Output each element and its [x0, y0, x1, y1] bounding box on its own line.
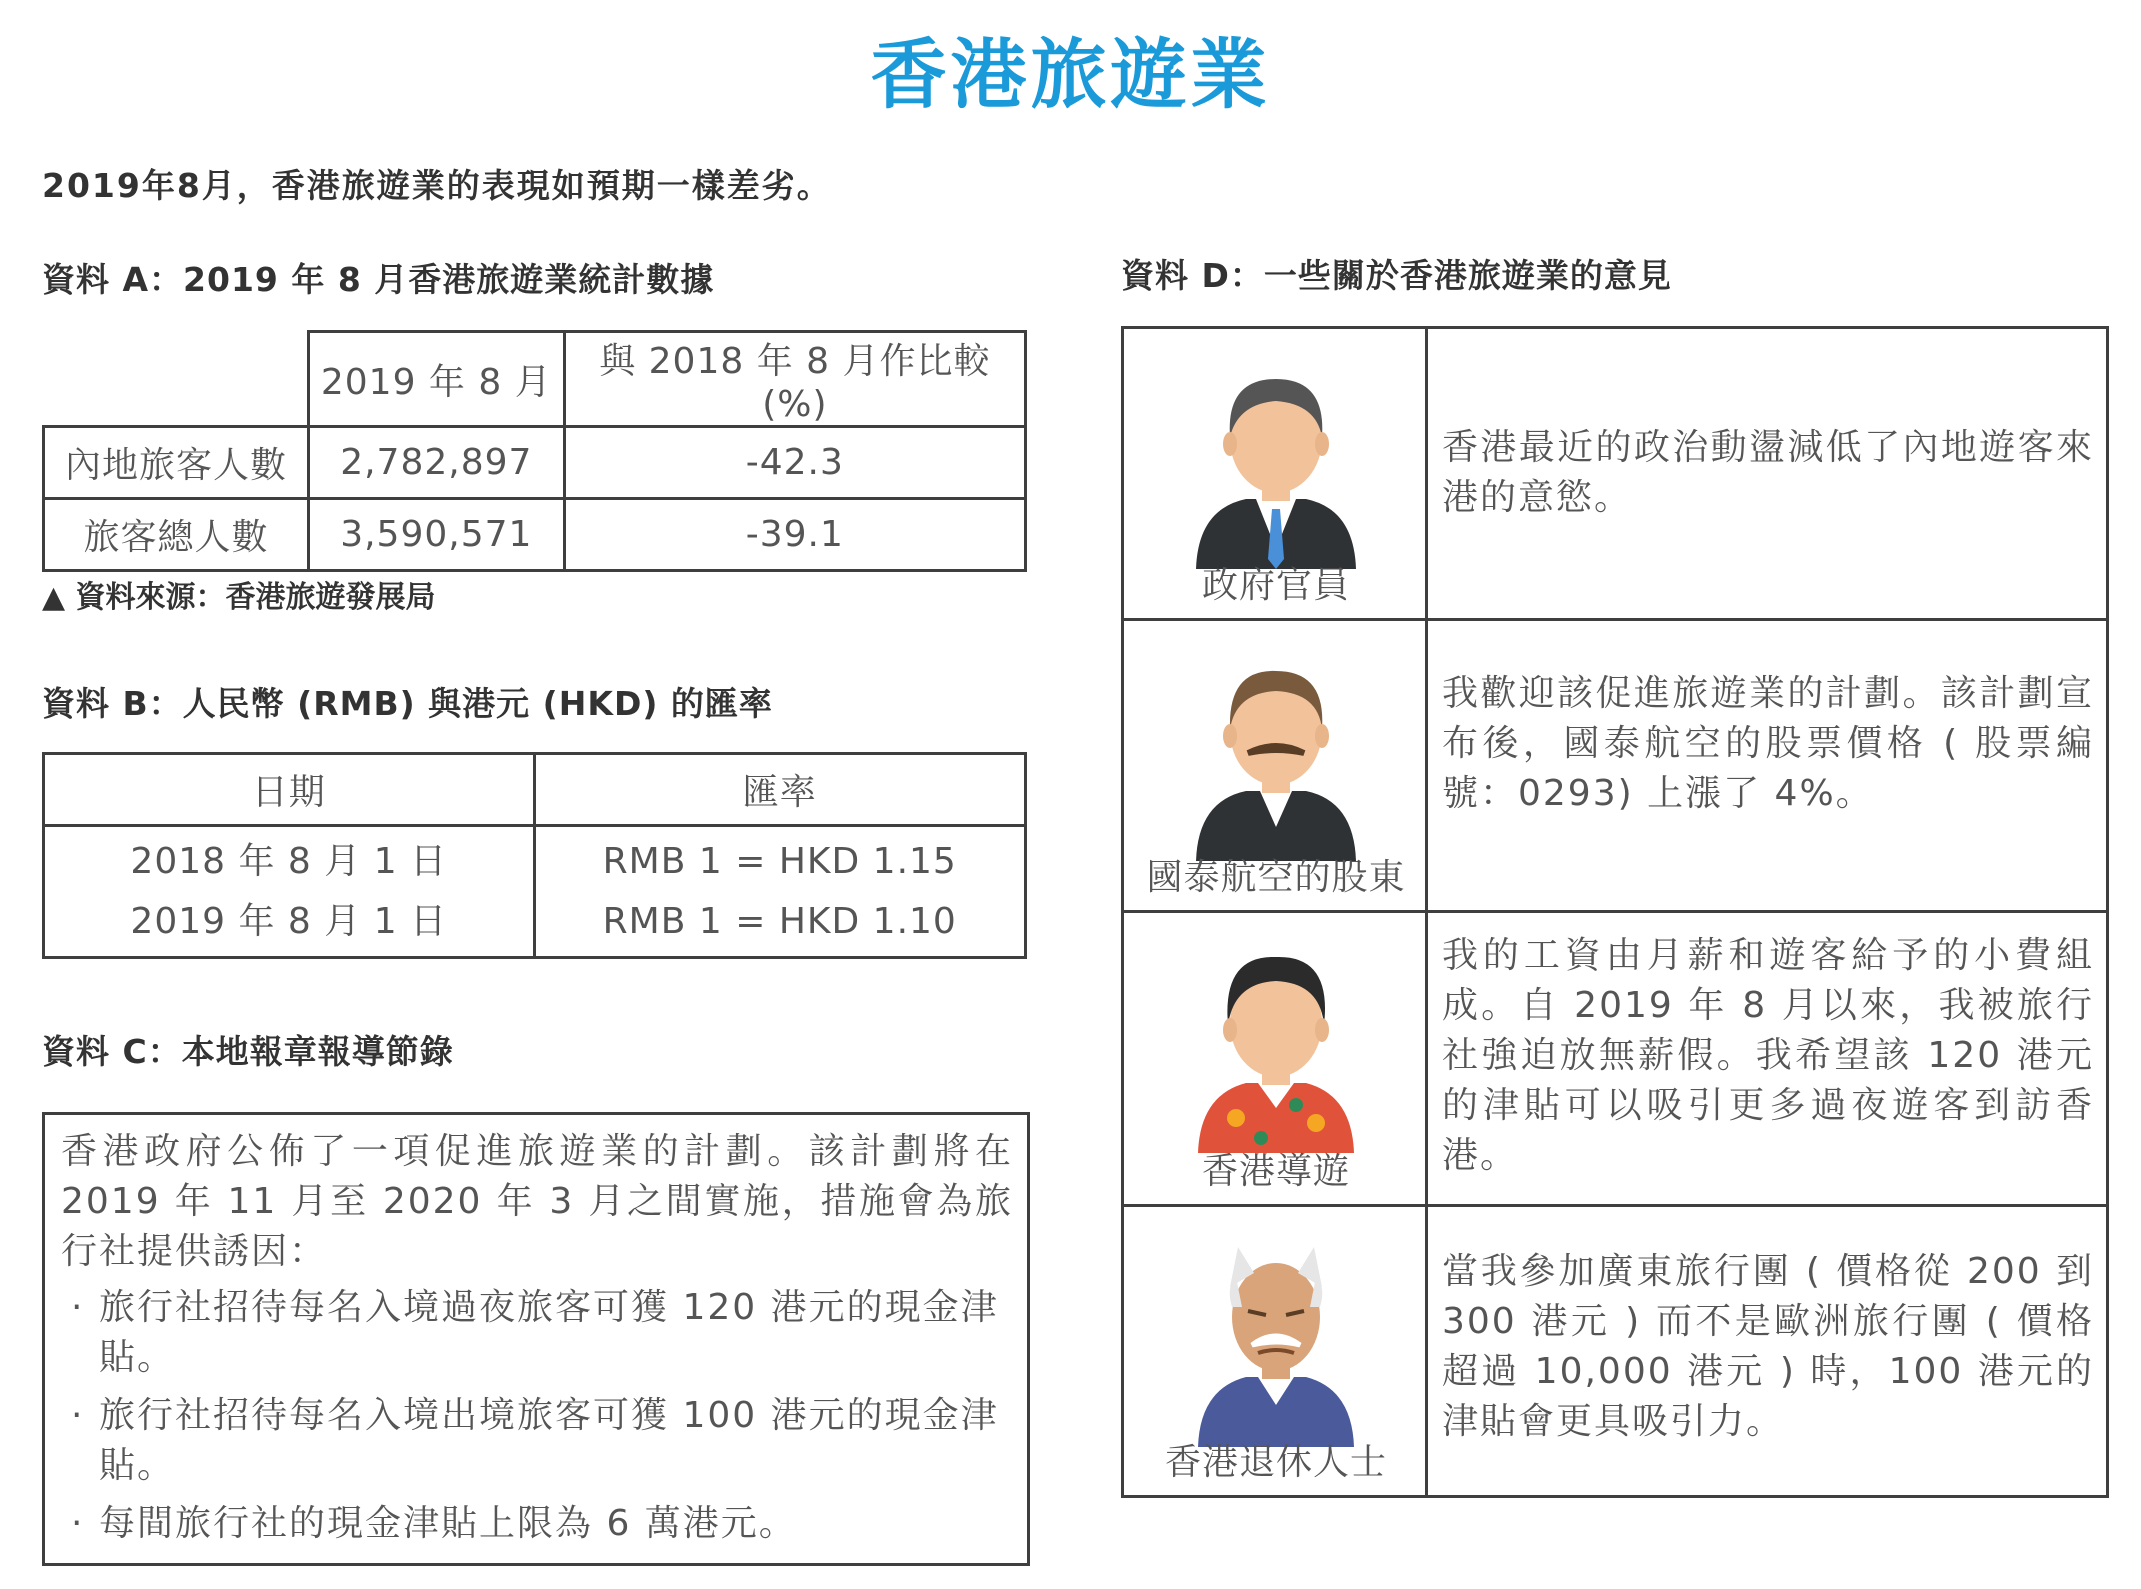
opinion-text: 香港最近的政治動盪減低了內地遊客來港的意慾。	[1442, 427, 2094, 518]
opinion-row	[1124, 621, 2106, 913]
source-a-col-header: 與 2018 年 8 月作比較 (%)	[564, 332, 1025, 427]
table-row	[44, 826, 1026, 958]
source-b-table	[42, 752, 1027, 959]
opinions-table	[1121, 326, 2109, 1498]
opinion-row	[1124, 1207, 2106, 1495]
retiree-avatar-icon	[1172, 1227, 1380, 1447]
source-a-empty-corner	[44, 332, 309, 427]
source-a-col-header: 2019 年 8 月	[308, 332, 564, 427]
opinion-text: 我的工資由月薪和遊客給予的小費組成。自 2019 年 8 月以來，我被旅行社強迫放無薪假。我希望該 120 港元的津貼可以吸引更多過夜遊客到訪香港。	[1442, 935, 2094, 1176]
opinion-person	[1124, 329, 1428, 618]
news-paragraph: 香港政府公佈了一項促進旅遊業的計劃。該計劃將在 2019 年 11 月至 2020 年 3 月之間實施，措施會為旅行社提供誘因：	[61, 1131, 1013, 1272]
row-label: 旅客總人數	[44, 499, 309, 571]
table-row	[44, 427, 1026, 499]
source-a-table	[42, 330, 1027, 572]
dates-cell	[44, 826, 535, 958]
date-value: 2018 年 8 月 1 日	[130, 840, 448, 882]
source-note: ▲ 資料來源：香港旅遊發展局	[42, 580, 436, 615]
person-label: 政府官員	[1201, 565, 1350, 606]
opinion-person	[1124, 913, 1428, 1204]
rates-cell	[534, 826, 1025, 958]
source-c-heading: 資料 C：本地報章報導節錄	[42, 1032, 454, 1071]
opinion-person	[1124, 1207, 1428, 1495]
list-item-text: 旅行社招待每名入境出境旅客可獲 100 港元的現金津貼。	[99, 1395, 999, 1486]
list-item: · 每間旅行社的現金津貼上限為 6 萬港元。	[71, 1503, 797, 1544]
source-a-heading: 資料 A：2019 年 8 月香港旅遊業統計數據	[42, 260, 715, 299]
person-label: 國泰航空的股東	[1146, 857, 1406, 898]
incentive-list	[61, 1283, 1013, 1549]
row-change: -42.3	[564, 427, 1025, 499]
table-row	[44, 499, 1026, 571]
opinion-row	[1124, 913, 2106, 1207]
row-label: 內地旅客人數	[44, 427, 309, 499]
row-value: 2,782,897	[308, 427, 564, 499]
date-value: 2019 年 8 月 1 日	[130, 900, 448, 942]
shareholder-avatar-icon	[1172, 641, 1380, 861]
row-change: -39.1	[564, 499, 1025, 571]
government-official-avatar-icon	[1172, 349, 1380, 569]
source-b-col-header: 日期	[44, 754, 535, 826]
tour-guide-avatar-icon	[1172, 933, 1380, 1153]
news-excerpt-box	[42, 1112, 1030, 1566]
source-b-col-header: 匯率	[534, 754, 1025, 826]
person-label: 香港退休人士	[1164, 1442, 1387, 1483]
list-item-text: 旅行社招待每名入境過夜旅客可獲 120 港元的現金津貼。	[99, 1287, 999, 1378]
opinion-text: 當我參加廣東旅行團 ( 價格從 200 到 300 港元 ) 而不是歐洲旅行團 ( 價格超過 10,000 港元 ) 時，100 港元的津貼會更具吸引力。	[1442, 1251, 2094, 1442]
source-b-heading: 資料 B：人民幣 (RMB) 與港元 (HKD) 的匯率	[42, 684, 773, 723]
rate-value: RMB 1 = HKD 1.10	[602, 900, 957, 942]
person-label: 香港導遊	[1201, 1151, 1350, 1192]
list-item: · 旅行社招待每名入境過夜旅客可獲 120 港元的現金津貼。	[71, 1287, 999, 1378]
opinion-person	[1124, 621, 1428, 910]
list-item-text: 每間旅行社的現金津貼上限為 6 萬港元。	[99, 1503, 797, 1544]
rate-value: RMB 1 = HKD 1.15	[602, 840, 957, 882]
page-title: 香港旅遊業	[870, 30, 1271, 119]
intro-text: 2019年8月，香港旅遊業的表現如預期一樣差劣。	[42, 166, 832, 205]
list-item: · 旅行社招待每名入境出境旅客可獲 100 港元的現金津貼。	[71, 1395, 999, 1486]
opinion-text: 我歡迎該促進旅遊業的計劃。該計劃宣布後，國泰航空的股票價格 ( 股票編號：0293) 上漲了 4%。	[1442, 673, 2094, 814]
source-d-heading: 資料 D：一些關於香港旅遊業的意見	[1121, 256, 1672, 295]
opinion-row	[1124, 329, 2106, 621]
row-value: 3,590,571	[308, 499, 564, 571]
